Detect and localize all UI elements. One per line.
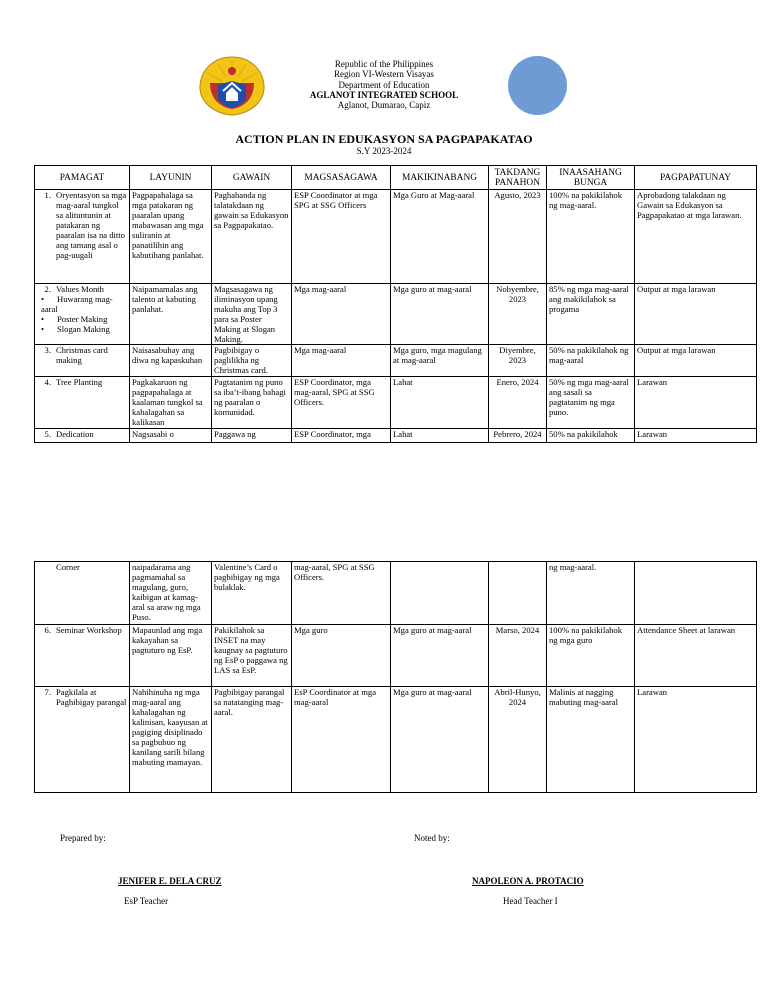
table-cell-pamagat — [35, 345, 130, 377]
table-cell-makikinabang: Mga guro at mag-aaral — [391, 625, 489, 687]
table-cell-patunay: Output at mga larawan — [635, 284, 757, 345]
row-number: 3. — [44, 345, 51, 355]
header-school-name: AGLANOT INTEGRATED SCHOOL — [309, 90, 459, 100]
header-line-republic: Republic of the Philippines — [334, 59, 434, 69]
table-cell-panahon: Marso, 2024 — [489, 625, 547, 687]
table-cell-magsasagawa: ESP Coordinator, mga mag-aaral, SPG at SSG Officers. — [292, 377, 391, 429]
table-cell-gawain: Valentine’s Card o pagbibigay ng mga bulaklak. — [212, 562, 292, 625]
table-cell-makikinabang: Mga guro at mag-aaral — [391, 687, 489, 793]
row-title: Dedication — [56, 429, 94, 439]
table-cell-panahon: Nobyembre, 2023 — [489, 284, 547, 345]
row-number: 5. — [44, 429, 51, 439]
table-cell-gawain: Pagtatanim ng puno sa iba’t-ibang bahagi ng paaralan o komunidad. — [212, 377, 292, 429]
table-cell-patunay: Output at mga larawan — [635, 345, 757, 377]
table-cell-gawain: Paghahanda ng talatakdaan ng gawain sa Edukasyon sa Pagpapakatao. — [212, 190, 292, 284]
table-cell-bunga: 50% na pakikilahok ng mag-aaral — [547, 345, 635, 377]
bullet-item: • Huwarang mag-aaral — [37, 294, 127, 314]
table-cell-makikinabang: Lahat — [391, 377, 489, 429]
table-cell-magsasagawa: Mga mag-aaral — [292, 345, 391, 377]
table-cell-layunin: Mapaunlad ang mga kakayahan sa pagtuturo ng EsP. — [130, 625, 212, 687]
table-cell-patunay: Larawan — [635, 687, 757, 793]
table-cell-gawain: Pagbibigay parangal sa natatanging mag-aaral. — [212, 687, 292, 793]
table-cell-bunga: 50% na pakikilahok — [547, 429, 635, 443]
row-title: Christmas card making — [56, 345, 108, 365]
table-cell-magsasagawa: Mga mag-aaral — [292, 284, 391, 345]
table-cell-bunga: 85% ng mga mag-aaral ang makikilahok sa progama — [547, 284, 635, 345]
table-cell-bunga: 100% na pakikilahok ng mga guro — [547, 625, 635, 687]
column-header: PAGPAPATUNAY — [635, 166, 757, 190]
table-cell-panahon: Pebrero, 2024 — [489, 429, 547, 443]
table-cell-panahon — [489, 562, 547, 625]
table-cell-bunga: 50% ng mga mag-aaral ang sasali sa pagtatanim ng mga puno. — [547, 377, 635, 429]
table-cell-bunga: ng mag-aaral. — [547, 562, 635, 625]
table-cell-magsasagawa: ESP Coordinator, mga — [292, 429, 391, 443]
table-cell-panahon: Diyembre, 2023 — [489, 345, 547, 377]
table-cell-layunin: naipadarama ang pagmamahal sa magulang, guro, kaibigan at kamag-aral sa araw ng mga Puso. — [130, 562, 212, 625]
school-year: S.Y 2023-2024 — [356, 146, 412, 156]
column-header: INAASAHANG BUNGA — [547, 166, 635, 190]
table-cell-panahon: Agusto, 2023 — [489, 190, 547, 284]
table-cell-pamagat — [35, 687, 130, 793]
prepared-by-label: Prepared by: — [60, 833, 106, 843]
header-line-region: Region VI-Western Visayas — [334, 69, 434, 79]
noted-by-label: Noted by: — [414, 833, 450, 843]
table-cell-gawain: Paggawa ng — [212, 429, 292, 443]
table-cell-pamagat — [35, 625, 130, 687]
noted-by-name: NAPOLEON A. PROTACIO — [472, 876, 584, 886]
table-cell-magsasagawa: mag-aaral, SPG at SSG Officers. — [292, 562, 391, 625]
column-header: PAMAGAT — [35, 166, 130, 190]
table-cell-panahon: Abril-Hunyo, 2024 — [489, 687, 547, 793]
table-cell-layunin: Naipamamalas ang talento at kabuting panlahat. — [130, 284, 212, 345]
table-cell-layunin: Nagsasabi o — [130, 429, 212, 443]
row-number: 4. — [44, 377, 51, 387]
prepared-by-name: JENIFER E. DELA CRUZ — [118, 876, 222, 886]
row-title: Values Month — [56, 284, 104, 294]
table-cell-makikinabang — [391, 562, 489, 625]
table-cell-pamagat — [35, 190, 130, 284]
table-cell-pamagat — [35, 284, 130, 345]
table-row — [35, 284, 757, 345]
row-title: Corner — [56, 562, 80, 572]
table-cell-bunga: Malinis at nagging mabuting mag-aaral — [547, 687, 635, 793]
prepared-by-title: EsP Teacher — [124, 896, 169, 906]
table-row — [35, 190, 757, 284]
table-cell-patunay: Larawan — [635, 429, 757, 443]
header-line-department: Department of Education — [338, 80, 430, 90]
column-header: MAKIKINABANG — [391, 166, 489, 190]
table-row — [35, 377, 757, 429]
table-cell-layunin: Nahihinuha ng mga mag-aaral ang kahalagahan ng kalinisan, kaayusan at pagiging disiplinado sa pagbubuo ng kanilang sarili bilang mabuting mamayan. — [130, 687, 212, 793]
table-cell-panahon: Enero, 2024 — [489, 377, 547, 429]
table-header-row — [35, 166, 757, 190]
table-cell-makikinabang: Mga guro, mga magulang at mag-aaral — [391, 345, 489, 377]
noted-by-title: Head Teacher I — [503, 896, 558, 906]
table-row — [35, 345, 757, 377]
table-cell-magsasagawa: Mga guro — [292, 625, 391, 687]
table-cell-makikinabang: Mga guro at mag-aaral — [391, 284, 489, 345]
table-cell-layunin: Pagkakaruon ng pagpapahalaga at kaalaman tungkol sa kahalagahan sa kalikasan — [130, 377, 212, 429]
action-plan-table-continued — [34, 561, 757, 793]
table-cell-pamagat — [35, 429, 130, 443]
table-cell-makikinabang: Lahat — [391, 429, 489, 443]
table-cell-magsasagawa: ESP Coordinator at mga SPG at SSG Officers — [292, 190, 391, 284]
row-title: Tree Planting — [56, 377, 103, 387]
row-title: Oryentasyon sa mga mag-aaral tungkol sa alituntunin at patakaran ng paaralan isa na ditto ang tamang asal o pag-uugali — [56, 190, 127, 260]
table-cell-gawain: Pakikilahok sa INSET na may kaugnay sa pagtuturo ng EsP o paggawa ng LAS sa EsP. — [212, 625, 292, 687]
table-cell-patunay: Aprobadong talakdaan ng Gawain sa Edukasyon sa Pagpapakatao at mga larawan. — [635, 190, 757, 284]
table-cell-layunin: Pagpapahalaga sa mga patakaran ng paaralan upang mabawasan ang mga suliranin at panatilihin ang kabutihang panlahat. — [130, 190, 212, 284]
table-cell-pamagat — [35, 562, 130, 625]
table-cell-layunin: Naisasabuhay ang diwa ng kapaskuhan — [130, 345, 212, 377]
row-title: Pagkilala at Paghibigay parangal — [56, 687, 127, 707]
row-number: 2. — [44, 284, 51, 294]
table-cell-magsasagawa: EsP Coordinator at mga mag-aaral — [292, 687, 391, 793]
action-plan-table — [34, 165, 757, 443]
bullet-item: • Poster Making — [37, 314, 127, 324]
row-number: 1. — [44, 190, 51, 200]
table-cell-bunga: 100% na pakikilahok ng mag-aaral. — [547, 190, 635, 284]
column-header: TAKDANG PANAHON — [489, 166, 547, 190]
table-cell-gawain: Magsasagawa ng iliminasyon upang makuha ang Top 3 para sa Poster Making at Slogan Making. — [212, 284, 292, 345]
table-row — [35, 429, 757, 443]
table-cell-pamagat — [35, 377, 130, 429]
document-title: ACTION PLAN IN EDUKASYON SA PAGPAPAKATAO — [235, 132, 533, 146]
table-row — [35, 687, 757, 793]
row-number: 6. — [44, 625, 51, 635]
column-header: MAGSASAGAWA — [292, 166, 391, 190]
row-title: Seminar Workshop — [56, 625, 122, 635]
table-row — [35, 625, 757, 687]
header-school-address: Aglanot, Dumarao, Capiz — [337, 100, 431, 110]
column-header: GAWAIN — [212, 166, 292, 190]
table-cell-patunay: Attendance Sheet at larawan — [635, 625, 757, 687]
row-number — [37, 562, 51, 572]
table-cell-patunay: Larawan — [635, 377, 757, 429]
row-number: 7. — [44, 687, 51, 697]
bullet-item: • Slogan Making — [37, 324, 127, 334]
table-cell-patunay — [635, 562, 757, 625]
table-cell-gawain: Pagbibigay o paglilikha ng Christmas card. — [212, 345, 292, 377]
table-row — [35, 562, 757, 625]
table-cell-makikinabang: Mga Guro at Mag-aaral — [391, 190, 489, 284]
column-header: LAYUNIN — [130, 166, 212, 190]
